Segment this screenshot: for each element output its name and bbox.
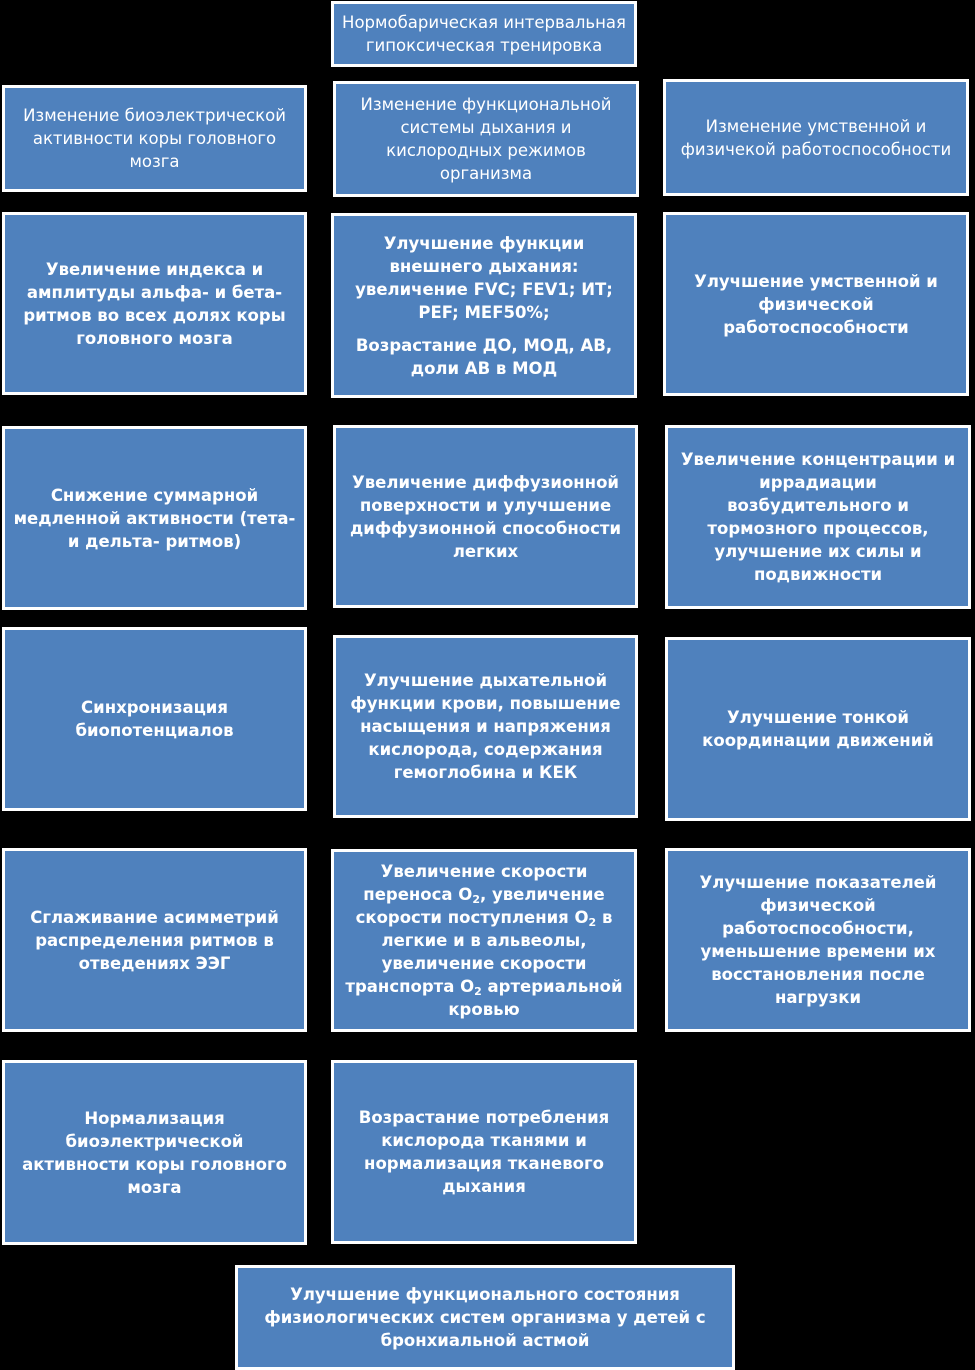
col1-text-3: Синхронизация биопотенциалов <box>75 698 234 740</box>
col1-text-1: Увеличение индекса и амплитуды альфа- и бета-ритмов во всех долях коры головного мозга <box>23 259 286 348</box>
col3-box-2 <box>665 425 971 609</box>
header-col1-text: Изменение биоэлектрической активности коры головного мозга <box>23 106 286 171</box>
header-col1-box <box>2 85 307 192</box>
subscript-2: 2 <box>472 893 480 906</box>
col3-text-1: Улучшение умственной и физической работоспособности <box>694 271 938 337</box>
col1-text-5: Нормализация биоэлектрической активности коры головного мозга <box>22 1108 287 1197</box>
col3-text-4: Улучшение показателей физической работоспособности, уменьшение времени их восстановления после нагрузки <box>699 873 937 1007</box>
subscript-2: 2 <box>474 985 482 998</box>
col2-text-5: Возрастание потребления кислорода тканями и нормализация тканевого дыхания <box>358 1108 610 1196</box>
header-col3-box <box>663 79 969 196</box>
col2-text-4a: Увеличение скорости переноса О <box>363 862 588 904</box>
col1-box-4 <box>2 848 307 1032</box>
col2-text-1b: Возрастание ДО, МОД, АВ, доли АВ в МОД <box>355 335 613 378</box>
title-text: Нормобарическая интервальная гипоксическая тренировка <box>342 13 626 55</box>
header-col3-text: Изменение умственной и физичекой работоспособности <box>680 116 952 159</box>
col3-box-4 <box>665 848 971 1032</box>
conclusion-text: Улучшение функционального состояния физиологических систем организма у детей с бронхиальной астмой <box>264 1285 706 1350</box>
col2-box-3 <box>333 635 638 818</box>
col2-box-2 <box>333 425 638 608</box>
title-box <box>331 1 637 67</box>
subscript-2: 2 <box>588 916 597 929</box>
col3-box-1 <box>663 212 969 396</box>
col1-box-2 <box>2 426 307 610</box>
col2-text-3: Улучшение дыхательной функции крови, повышение насыщения и напряжения кислорода, содержания гемоглобина и КЕК <box>350 671 621 782</box>
col2-text-4 <box>342 860 626 1021</box>
col1-text-2: Снижение суммарной медленной активности (тета- и дельта- ритмов) <box>13 485 296 551</box>
col2-text-4b: , увеличение скорости поступления О <box>355 885 605 927</box>
conclusion-box <box>235 1265 735 1370</box>
col1-text-4: Сглаживание асимметрий распределения ритмов в отведениях ЭЭГ <box>30 907 279 973</box>
header-col2-box <box>333 81 639 197</box>
header-col2-text: Изменение функциональной системы дыхания и кислородных режимов организма <box>360 95 612 183</box>
col2-text-1a: Улучшение функции внешнего дыхания: увеличение FVC; FEV1; ИТ; PEF; MEF50%; <box>355 233 613 322</box>
col2-text-4c: в легкие и в альвеолы, увеличение скорости транспорта О <box>345 908 613 996</box>
col3-box-3 <box>665 637 971 821</box>
col1-box-3 <box>2 627 307 811</box>
col1-box-1 <box>2 212 307 395</box>
col3-text-3: Улучшение тонкой координации движений <box>702 708 934 750</box>
col3-text-2: Увеличение концентрации и иррадиации возбудительного и тормозного процессов, улучшение их силы и подвижности <box>680 450 956 584</box>
col2-text-2: Увеличение диффузионной поверхности и улучшение диффузионной способности легких <box>349 472 622 561</box>
col2-box-4 <box>331 849 637 1032</box>
col2-text-4d: артериальной кровью <box>448 977 623 1019</box>
col1-box-5 <box>2 1060 307 1245</box>
col2-box-1 <box>331 213 637 398</box>
col2-box-5 <box>331 1060 637 1244</box>
